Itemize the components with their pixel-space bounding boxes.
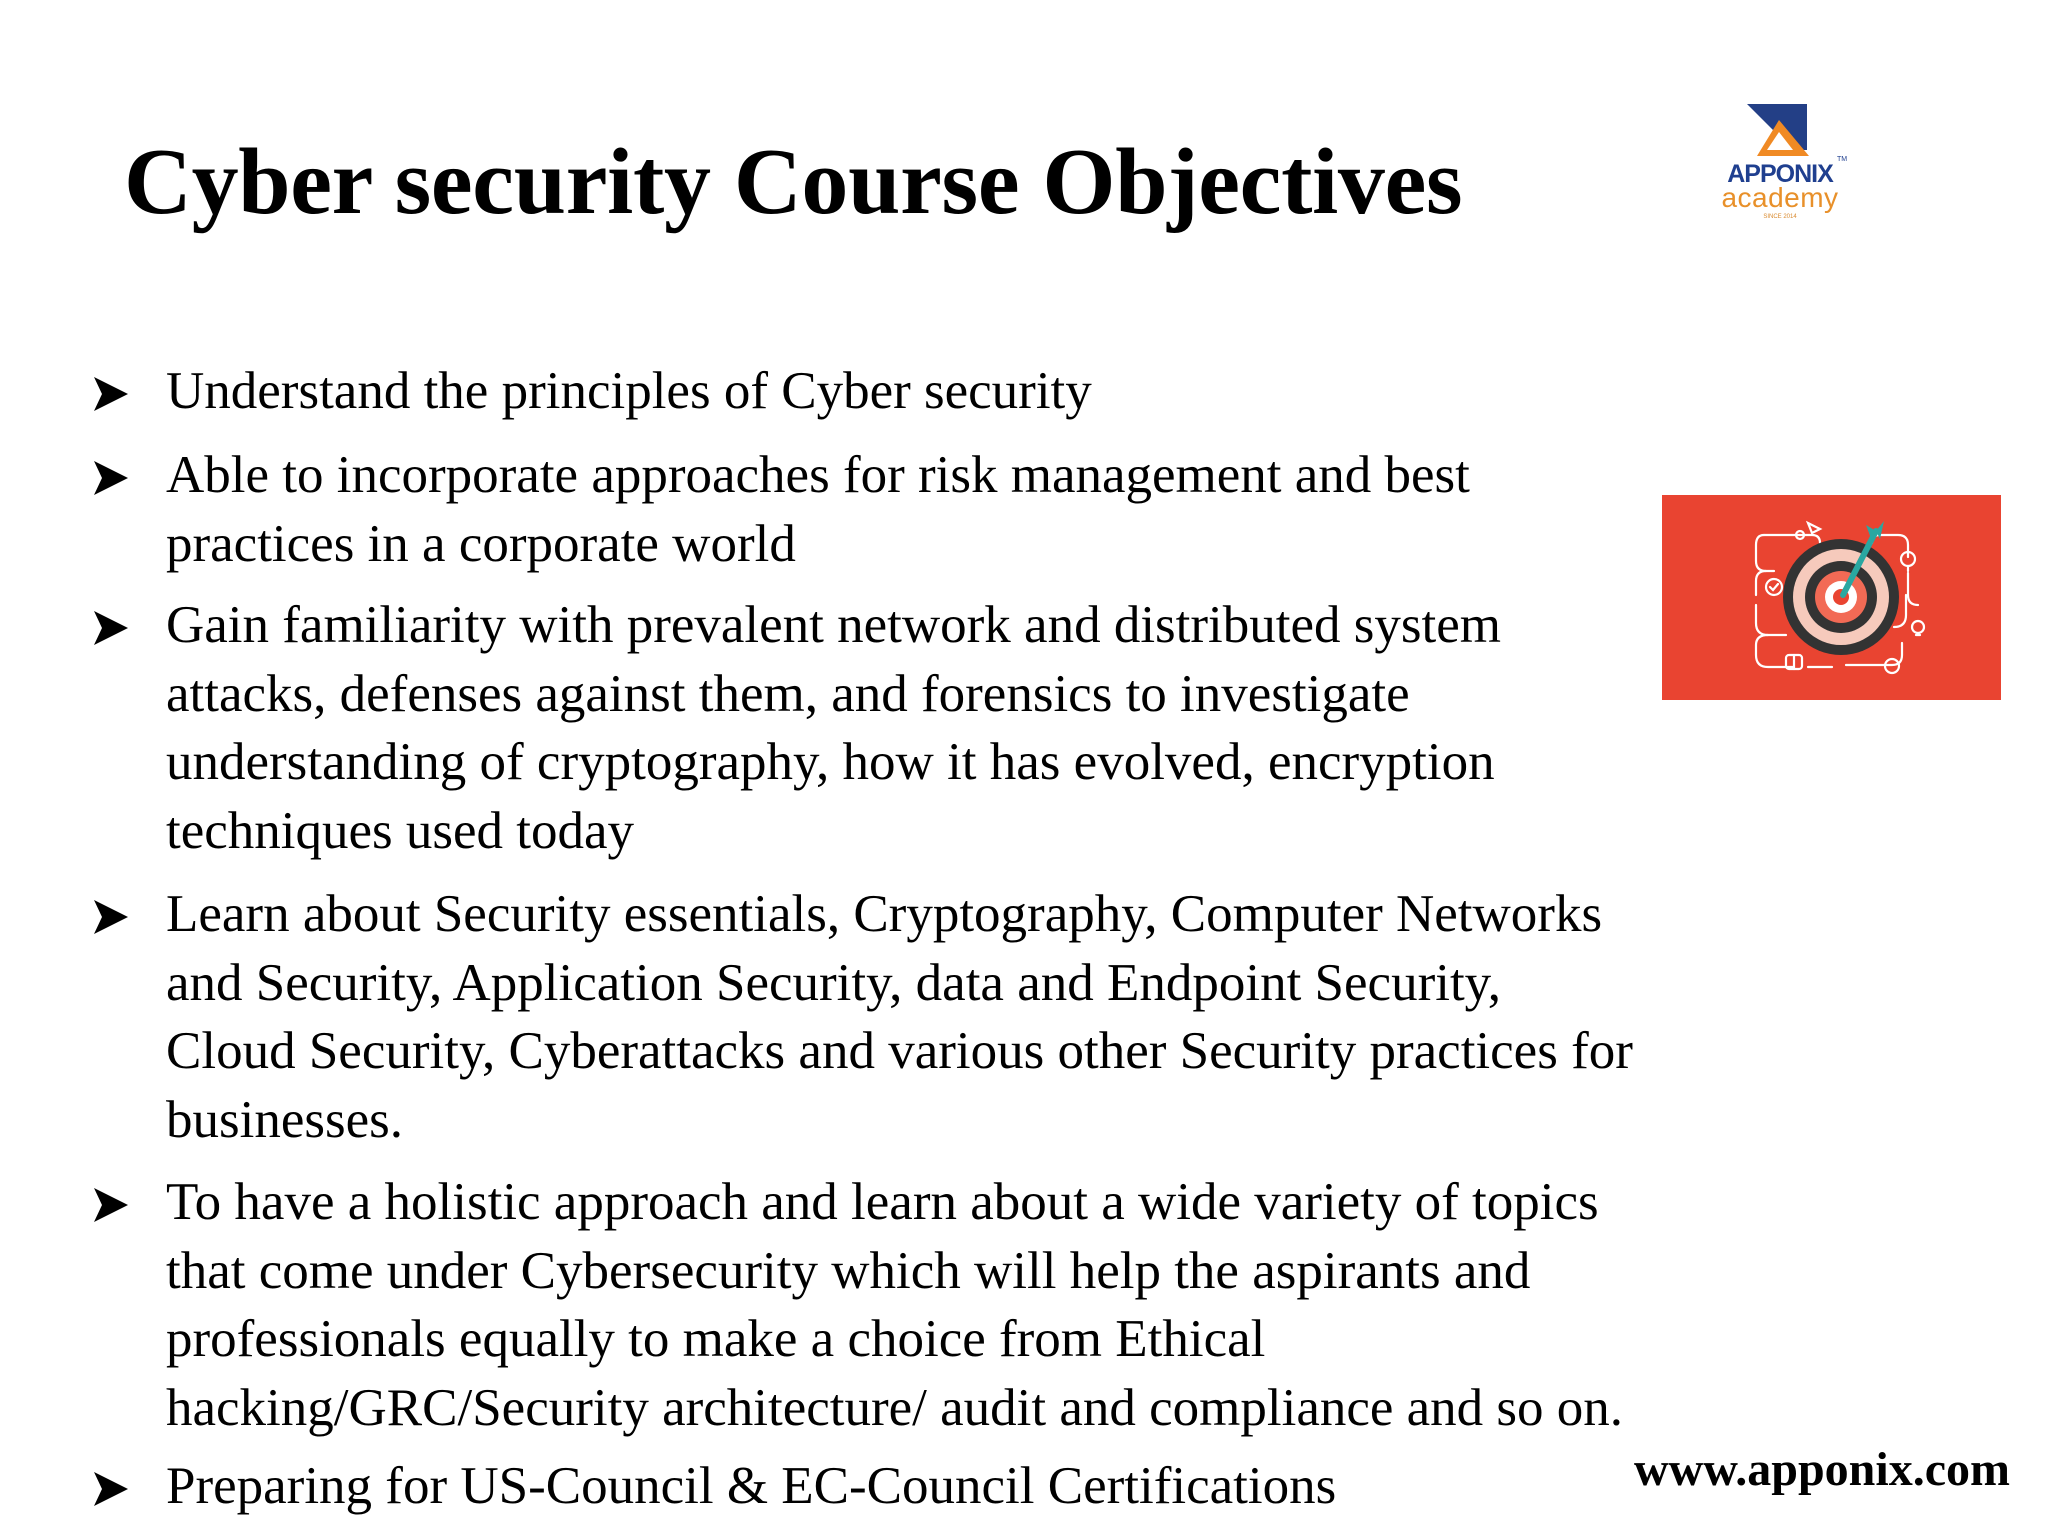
objective-line: Preparing for US-Council & EC-Council Certifications [166, 1457, 1337, 1515]
objective-line: professionals equally to make a choice from Ethical [166, 1310, 1266, 1368]
objective-line: attacks, defenses against them, and forensics to investigate [166, 664, 1410, 723]
logo-sub: academy [1721, 182, 1839, 213]
arrow-bullet-icon [92, 1168, 132, 1236]
objective-line: hacking/GRC/Security architecture/ audit and compliance and so on. [166, 1378, 1624, 1437]
objective-line: practices in a corporate world [166, 514, 796, 573]
website-link[interactable]: www.apponix.com [1633, 1443, 2010, 1496]
objective-line: understanding of cryptography, how it has evolved, encryption [166, 733, 1495, 791]
logo-trademark: TM [1837, 156, 1848, 163]
objective-line: businesses. [166, 1090, 404, 1149]
arrow-bullet-icon [92, 357, 132, 425]
objective-line: Learn about Security essentials, Cryptography, Computer Networks [166, 885, 1603, 943]
objective-line: Cloud Security, Cyberattacks and various other Security practices for [166, 1022, 1633, 1080]
arrow-bullet-icon [92, 441, 132, 509]
logo-brand: APPONIX [1727, 160, 1833, 188]
arrow-bullet-icon [92, 1452, 132, 1520]
objective-line: techniques used today [166, 801, 635, 860]
objective-line: Gain familiarity with prevalent network and distributed system [166, 596, 1501, 654]
target-illustration [1662, 495, 2001, 700]
objective-line: To have a holistic approach and learn about a wide variety of topics [166, 1173, 1599, 1231]
target-icon [1662, 495, 2001, 700]
apponix-logo [1695, 98, 1865, 230]
objective-line: Understand the principles of Cyber security [166, 362, 1092, 420]
arrow-bullet-icon [92, 880, 132, 948]
slide-title: Cyber security Course Objectives [124, 130, 1463, 234]
objective-line: that come under Cybersecurity which will help the aspirants and [166, 1241, 1531, 1300]
objective-line: and Security, Application Security, data and Endpoint Security, [166, 953, 1501, 1012]
arrow-bullet-icon [92, 591, 132, 659]
logo-tagline: SINCE 2014 [1763, 214, 1797, 220]
objective-line: Able to incorporate approaches for risk management and best [166, 446, 1470, 504]
logo-mark-icon [1695, 98, 1865, 160]
